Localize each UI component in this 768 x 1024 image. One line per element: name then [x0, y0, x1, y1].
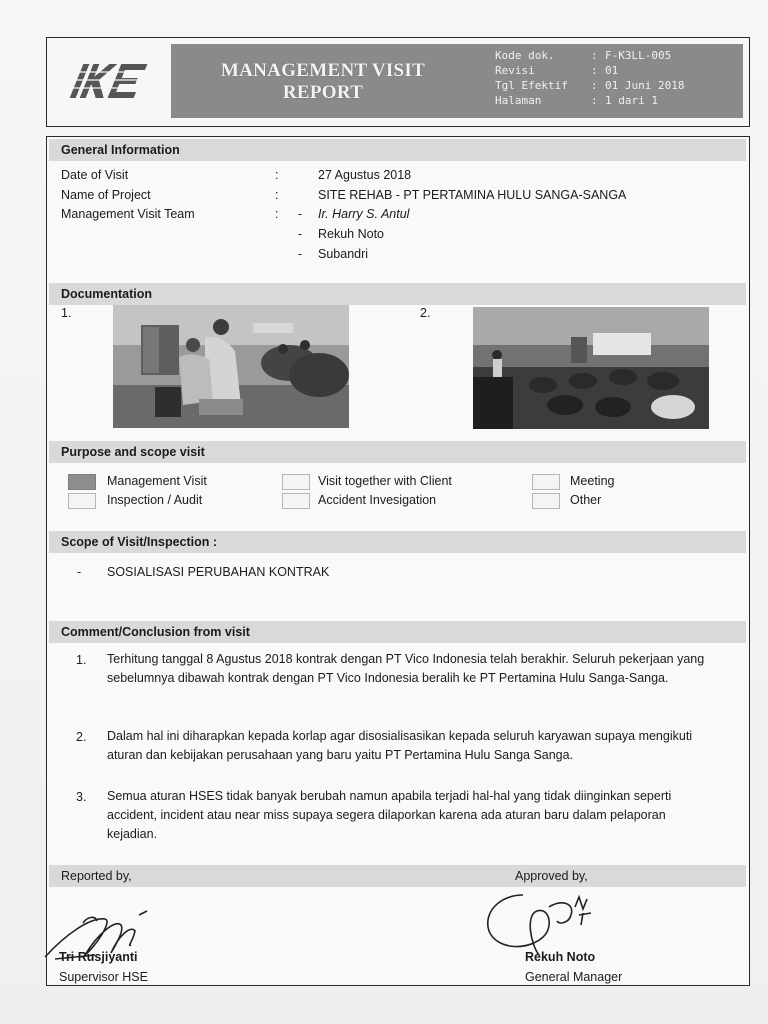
- team-member: Subandri: [318, 247, 369, 261]
- option-label: Visit together with Client: [318, 474, 452, 488]
- meta-key: Tgl Efektif: [495, 79, 568, 92]
- section-heading-scope: Scope of Visit/Inspection :: [49, 531, 746, 553]
- checkbox-management-visit[interactable]: [68, 474, 96, 490]
- comment-item: Terhitung tanggal 8 Agustus 2018 kontrak dengan PT Vico Indonesia telah berakhir. Seluruh pekerjaan yang sebelumnya dibawah kontrak dengan PT Vico Indonesia beralih ke PT Pertamina Hulu Sanga-Sanga.: [107, 652, 705, 685]
- option-label: Accident Invesigation: [318, 493, 437, 507]
- meta-key: Revisi: [495, 64, 535, 77]
- bullet-dash: -: [298, 207, 303, 221]
- project-value: SITE REHAB - PT PERTAMINA HULU SANGA-SANGA: [318, 188, 627, 202]
- bullet-dash: -: [298, 247, 303, 261]
- section-heading-comment: Comment/Conclusion from visit: [49, 621, 746, 643]
- checkbox-accident-investigation[interactable]: [282, 493, 310, 509]
- option-label: Meeting: [570, 474, 615, 488]
- reporter-title: Supervisor HSE: [59, 970, 148, 984]
- meta-row-tgl-efektif: Tgl Efektif : 01 Juni 2018: [495, 79, 685, 92]
- checkbox-inspection-audit[interactable]: [68, 493, 96, 509]
- reporter-name: Tri Rusjiyanti: [59, 950, 138, 964]
- scope-item: SOSIALISASI PERUBAHAN KONTRAK: [107, 565, 330, 579]
- project-label: Name of Project: [61, 188, 151, 202]
- meta-key: Kode dok.: [495, 49, 555, 62]
- company-logo: [67, 60, 153, 102]
- comment-item: Dalam hal ini diharapkan kepada korlap agar disosialisasikan kepada seluruh karyawan supaya mengikuti aturan dan kebijakan perusahaan yang baru yaitu PT Pertamina Hulu Sanga Sanga.: [107, 729, 693, 762]
- section-heading-documentation: Documentation: [49, 283, 746, 305]
- report-title: [201, 60, 445, 104]
- team-member: Rekuh Noto: [318, 227, 385, 241]
- option-label: Other: [570, 493, 602, 507]
- section-heading-general: General Information: [49, 139, 746, 161]
- checkbox-other[interactable]: [532, 493, 560, 509]
- documentation-photo-1: [113, 305, 349, 428]
- section-heading-purpose: Purpose and scope visit: [49, 441, 746, 463]
- comment-item: Semua aturan HSES tidak banyak berubah namun apabila terjadi hal-hal yang tidak diinginkan seperti accident, incident atau near miss supaya segera dilaporkan karena ada aturan baru dalam pelaporan kejadian.: [107, 789, 672, 841]
- reported-by-label: Reported by,: [61, 869, 132, 883]
- checkbox-meeting[interactable]: [532, 474, 560, 490]
- documentation-photo-2: [473, 307, 709, 429]
- colon: :: [275, 207, 279, 221]
- checkbox-visit-with-client[interactable]: [282, 474, 310, 490]
- bullet-dash: -: [298, 227, 303, 241]
- date-label: Date of Visit: [61, 168, 129, 182]
- meta-row-revisi: Revisi : 01: [495, 64, 619, 77]
- team-member: Ir. Harry S. Antul: [318, 207, 410, 221]
- list-number: 3.: [76, 790, 87, 804]
- title-line-1: MANAGEMENT VISIT: [220, 60, 426, 81]
- meta-value: 1 dari 1: [605, 94, 658, 107]
- document-meta: [495, 48, 735, 108]
- team-label: Management Visit Team: [61, 207, 195, 221]
- signoff-band: [49, 865, 746, 887]
- option-label: Inspection / Audit: [107, 493, 203, 507]
- colon: :: [275, 188, 279, 202]
- report-body: [46, 136, 750, 986]
- date-value: 27 Agustus 2018: [318, 168, 412, 182]
- report-header: [46, 37, 750, 127]
- title-line-2: REPORT: [282, 82, 364, 103]
- meta-key: Halaman: [495, 94, 542, 107]
- meta-row-kode: Kode dok. : F-K3LL-005: [495, 49, 672, 62]
- approver-title: General Manager: [525, 970, 623, 984]
- meta-value: F-K3LL-005: [605, 49, 672, 62]
- list-number: 1.: [76, 653, 87, 667]
- meta-row-halaman: Halaman : 1 dari 1: [495, 94, 658, 107]
- colon: :: [275, 168, 279, 182]
- approved-by-label: Approved by,: [515, 869, 588, 883]
- approver-name: Rekuh Noto: [525, 950, 596, 964]
- photo-number: 2.: [420, 306, 431, 320]
- title-band: [171, 44, 743, 118]
- meta-value: 01: [605, 64, 619, 77]
- photo-number: 1.: [61, 306, 72, 320]
- option-label: Management Visit: [107, 474, 207, 488]
- list-number: 2.: [76, 730, 87, 744]
- meta-value: 01 Juni 2018: [605, 79, 685, 92]
- bullet-dash: -: [77, 565, 82, 579]
